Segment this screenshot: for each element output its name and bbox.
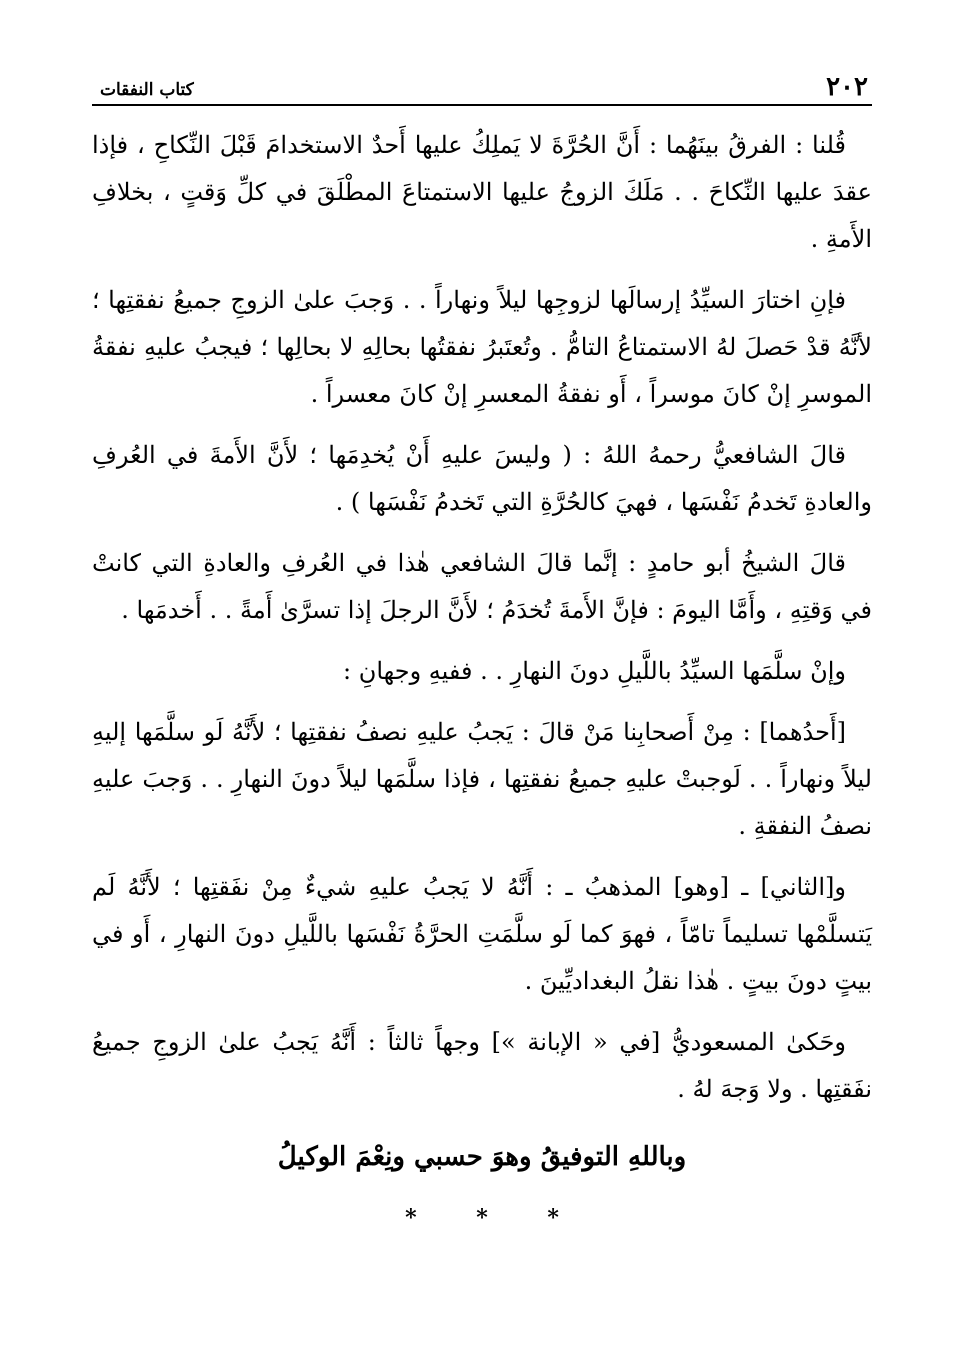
paragraph-6: [أَحدُهما] : مِنْ أَصحابِنا مَنْ قالَ : يَجبُ عليهِ نصفُ نفقتِها ؛ لأَنَّهُ لَو سلَّمَها إليهِ ليلاً ونهاراً . . لَوجبتْ عليهِ جميعُ نفقتِها ، فإذا سلَّمَها ليلاً دونَ النهارِ . . وَجبَ عليهِ نصفُ النفقةِ . [92,718,872,840]
paragraph-1: قُلنا : الفرقُ بينَهُما : أَنَّ الحُرَّةَ لا يَملِكُ عليها أَحدٌ الاستخدامَ قَبْلَ النِّكاحِ ، فإذا عقدَ عليها النِّكاحَ . . مَلَكَ الزوجُ عليها الاستمتاعَ المطْلَقَ في كلِّ وَقتٍ ، بخلافِ الأَمةِ . [92,131,872,253]
closing-invocation: وباللهِ التوفيقُ وهوَ حسبي ونِعْمَ الوكيلُ [277,1142,687,1172]
book-page [92,68,872,1308]
page-header [92,68,872,106]
paragraph-8: وحَكىٰ المسعوديُّ [في « الإبانة »] وجهاً ثالثاً : أَنَّهُ يَجبُ علىٰ الزوجِ جميعُ نفَقتِها . ولا وَجهَ لهُ . [92,1028,872,1103]
paragraph-3: قالَ الشافعيُّ رحمهُ اللهُ : ( وليسَ عليهِ أَنْ يُخدِمَها ؛ لأَنَّ الأَمةَ في العُرفِ والعادةِ تَخدمُ نَفْسَها ، فهيَ كالحُرَّةِ التي تَخدمُ نَفْسَها ) . [92,441,872,516]
section-separator: * * * [405,1205,585,1231]
paragraph-4: قالَ الشيخُ أبو حامدٍ : إنَّما قالَ الشافعي هٰذا في العُرفِ والعادةِ التي كانتْ في وَقتِهِ ، وأَمَّا اليومَ : فإنَّ الأَمةَ تُخدَمُ ؛ لأَنَّ الرجلَ إذا تسرَّىٰ أَمةً . . أَخدمَها . [92,549,872,624]
paragraph-7: و[الثاني] ـ [وهو] المذهبُ ـ : أَنَّهُ لا يَجبُ عليهِ شيءٌ مِنْ نفَقتِها ؛ لأَنَّهُ لَم يَتسلَّمْها تسليماً تامّاً ، فهوَ كما لَو سلَّمَتِ الحرَّةُ نَفْسَها باللَّيلِ دونَ النهارِ ، أَو في بيتٍ دونَ بيتٍ . هٰذا نقلُ البغداديِّينَ . [92,873,873,995]
main-text [92,122,872,1113]
paragraph-2: فإنِ اختارَ السيِّدُ إرسالَها لزوجِها ليلاً ونهاراً . . وَجبَ علىٰ الزوجِ جميعُ نفقتِها ؛ لأنَّهُ قدْ حَصلَ لهُ الاستمتاعُ التامُّ . وتُعتَبرُ نفقتُها بحالِهِ لا بحالِها ؛ فيجبُ عليهِ نفقةُ الموسرِ إنْ كانَ موسراً ، أَو نفقةُ المعسرِ إنْ كانَ معسراً . [92,286,872,408]
page-number: ٢٠٢ [826,72,868,102]
running-title: كتاب النفقات [100,80,194,100]
paragraph-5: وإنْ سلَّمَها السيِّدُ باللَّيلِ دونَ النهارِ . . ففيهِ وجهانِ : [343,657,846,685]
